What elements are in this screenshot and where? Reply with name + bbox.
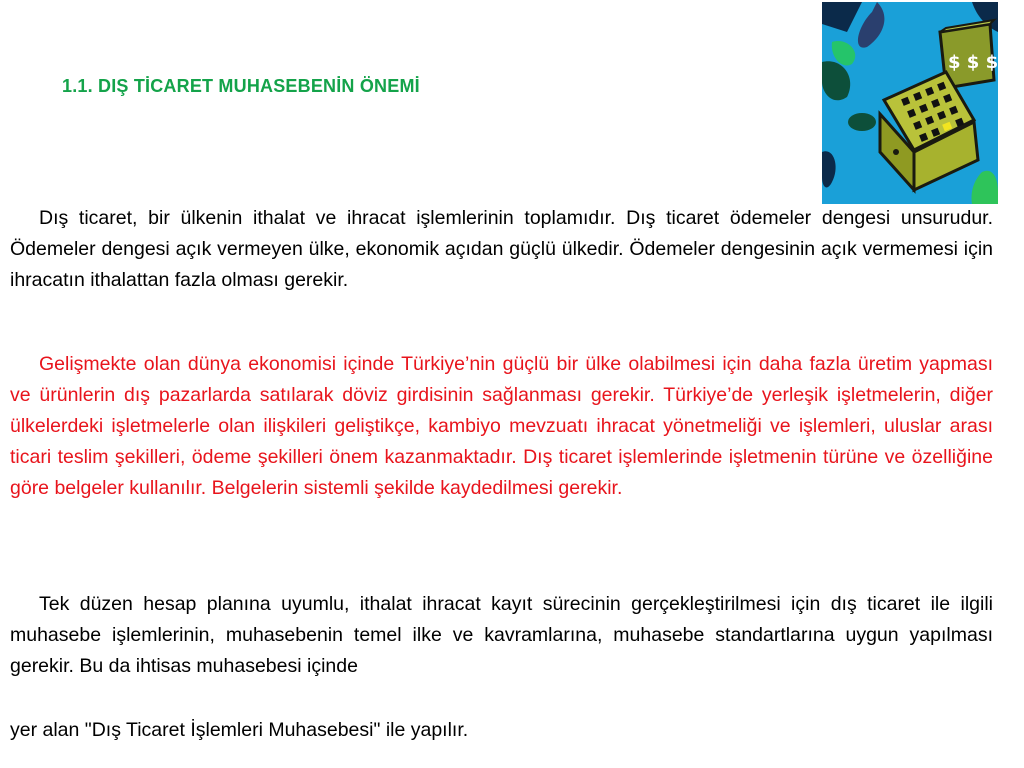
- paragraph-3: [10, 589, 993, 746]
- slide-title: 1.1. DIŞ TİCARET MUHASEBENİN ÖNEMİ: [62, 76, 420, 96]
- paragraph-3-text: Tek düzen hesap planına uyumlu, ithalat ihracat kayıt sürecinin gerçekleştirilmesi için dış ticaret ile ilgili muhasebe işlemlerinin, muhasebenin temel ilke ve kavramlarına, muhasebe standartlarına uygun yapılması gerekir. Bu da ihtisas muhasebesi içinde: [10, 593, 993, 677]
- svg-text:$ $ $: $ $ $: [948, 52, 998, 73]
- paragraph-1: Dış ticaret, bir ülkenin ithalat ve ihracat işlemlerinin toplamıdır. Dış ticaret ödemeler dengesi unsurudur. Ödemeler dengesi açık vermeyen ülke, ekonomik açıdan güçlü ülkedir. Ödemeler dengesinin açık vermemesi için ihracatın ithalattan fazla olması gerekir.: [10, 207, 993, 291]
- paragraph-3-last-line: yer alan "Dış Ticaret İşlemleri Muhasebesi" ile yapılır.: [10, 719, 469, 741]
- cash-register-icon: [822, 2, 998, 204]
- paragraph-2: Gelişmekte olan dünya ekonomisi içinde Türkiye’nin güçlü bir ülke olabilmesi için daha fazla üretim yapması ve ürünlerin dış pazarlarda satılarak döviz girdisinin sağlanması gerekir. Türkiye’de yerleşik işletmelerin, diğer ülkelerdeki işletmelerle olan ilişkileri geliştikçe, kambiyo mevzuatı ihracat yönetmeliği ve işlemleri, uluslar arası ticari teslim şekilleri, ödeme şekilleri önem kazanmaktadır. Dış ticaret işlemlerinde işletmenin türüne ve özelliğine göre belgeler kullanılır. Belgelerin sistemli şekilde kaydedilmesi gerekir.: [10, 353, 993, 499]
